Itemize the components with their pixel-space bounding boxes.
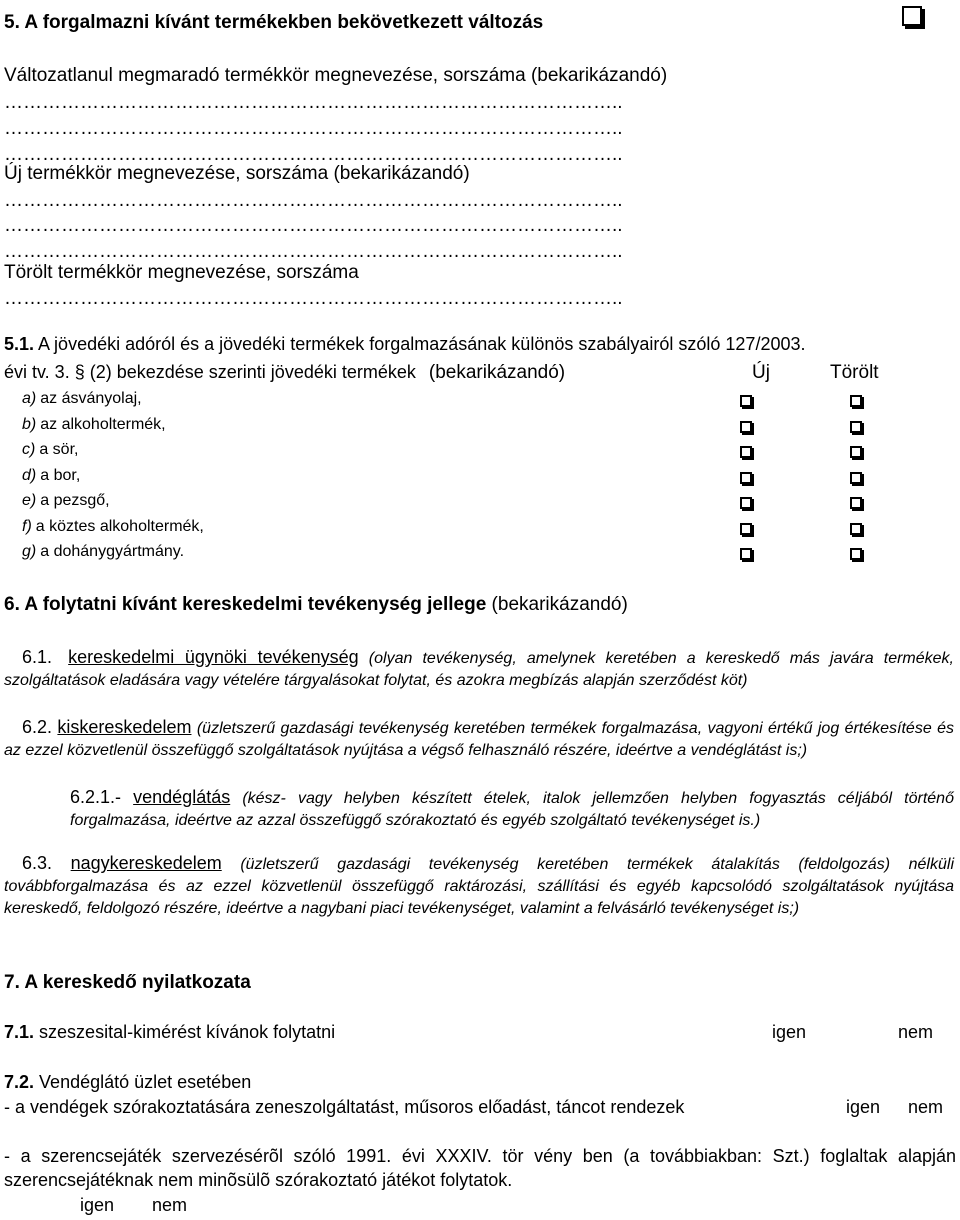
excise-item-letter: b): [22, 415, 37, 433]
checkbox-new[interactable]: [740, 472, 752, 484]
dots-line[interactable]: ……………………………………………………………………………………..: [4, 92, 623, 113]
excise-item-row: [22, 467, 80, 485]
item-7-2-number: 7.2.: [4, 1072, 35, 1092]
item-6-3-description: (üzletszerű gazdasági tevékenység keretében termékek átalakítás (feldolgozás) nélküli továbbforgalmazása és az ezzel közvetlenül összefüggő raktározási, szállítási és egyéb kapcsolódó szolgáltatások nyújtása kereskedő, feldolgozó részére, ideértve a nagybani piaci tevékenységet, valamint a felvásárló tevékenységet is;): [4, 856, 954, 917]
section-6-instruction: (bekarikázandó): [491, 594, 628, 615]
section-6-title: 6. A folytatni kívánt kereskedelmi tevékenység jellege: [4, 594, 487, 615]
checkbox-deleted[interactable]: [850, 446, 862, 458]
section-5-checkbox[interactable]: [902, 6, 922, 26]
section-5-1-text: A jövedéki adóról és a jövedéki termékek forgalmazásának különös szabályairól szóló 127/2003.: [38, 334, 806, 354]
item-7-2-line-1-no[interactable]: nem: [908, 1097, 944, 1117]
excise-item-row: [22, 416, 166, 434]
item-6-2-number: 6.2.: [22, 717, 53, 737]
section-5-1-text-cont: évi tv. 3.: [4, 362, 70, 382]
item-6-2-1: [70, 786, 954, 832]
section-5-1-number: 5.1.: [4, 334, 35, 354]
checkbox-deleted[interactable]: [850, 472, 862, 484]
excise-item-text: a dohánygyártmány.: [40, 543, 185, 560]
checkbox-new[interactable]: [740, 446, 752, 458]
dots-line[interactable]: ……………………………………………………………………………………..: [4, 118, 623, 139]
checkbox-new[interactable]: [740, 497, 752, 509]
checkbox-new[interactable]: [740, 523, 752, 535]
excise-item-text: a köztes alkoholtermék,: [35, 517, 204, 535]
item-7-1-no[interactable]: nem: [898, 1022, 934, 1042]
item-7-1-text: szeszesital-kimérést kívánok folytatni: [39, 1022, 336, 1042]
excise-item-row: [22, 543, 184, 561]
dots-line[interactable]: ……………………………………………………………………………………..: [4, 288, 623, 309]
excise-item-text: a bor,: [40, 466, 81, 484]
checkbox-new[interactable]: [740, 421, 752, 433]
item-7-2-text: Vendéglátó üzlet esetében: [39, 1072, 252, 1092]
dots-line[interactable]: ……………………………………………………………………………………..: [4, 241, 623, 262]
item-7-2-line-2-yes[interactable]: igen: [80, 1195, 115, 1215]
item-7-2-line-1-yes[interactable]: igen: [846, 1097, 881, 1117]
checkbox-new[interactable]: [740, 395, 752, 407]
item-7-1-number: 7.1.: [4, 1022, 35, 1042]
item-6-2-1-number: 6.2.1.-: [70, 787, 122, 807]
excise-item-letter: a): [22, 390, 37, 407]
dots-line[interactable]: ……………………………………………………………………………………..: [4, 144, 623, 165]
deleted-label: Törölt termékkör megnevezése, sorszáma: [4, 262, 359, 283]
checkbox-deleted[interactable]: [850, 497, 862, 509]
column-header-new: Új: [752, 362, 770, 383]
unchanged-label: Változatlanul megmaradó termékkör megnevezése, sorszáma (bekarikázandó): [4, 65, 668, 86]
circle-instruction: (bekarikázandó): [428, 362, 566, 383]
item-6-3-term: nagykereskedelem: [70, 853, 222, 873]
excise-item-letter: f): [22, 517, 32, 535]
item-6-1: [4, 646, 954, 692]
excise-item-row: [22, 441, 78, 459]
column-header-deleted: Törölt: [830, 362, 879, 383]
checkbox-deleted[interactable]: [850, 395, 862, 407]
dots-line[interactable]: ……………………………………………………………………………………..: [4, 190, 623, 211]
item-6-3-number: 6.3.: [22, 853, 53, 873]
excise-item-letter: g): [22, 543, 37, 560]
section-5-1-text-cont2: § (2) bekezdése szerinti jövedéki termékek: [74, 362, 416, 382]
item-7-1-yes[interactable]: igen: [772, 1022, 807, 1042]
excise-item-letter: e): [22, 492, 37, 509]
excise-item-text: a sör,: [39, 441, 79, 458]
item-6-2-term: kiskereskedelem: [57, 717, 192, 737]
excise-item-text: a pezsgő,: [40, 492, 110, 509]
item-6-1-description: (olyan tevékenység, amelynek keretében a kereskedő más javára termékek, szolgáltatások eladására vagy vételére tárgyalásokat folytat, és azokra megbízás alapján szerződést köt): [4, 650, 954, 689]
checkbox-deleted[interactable]: [850, 548, 862, 560]
item-6-3: [4, 852, 954, 920]
excise-item-text: az ásványolaj,: [40, 390, 142, 407]
checkbox-deleted[interactable]: [850, 421, 862, 433]
item-6-2-1-description: (kész- vagy helyben készített ételek, italok jellemzően helyben fogyasztás céljából történő forgalmazása, ideértve az azzal összefüggő szórakoztató és egyéb szolgáltató tevékenységet is.): [70, 790, 954, 829]
item-6-1-term: kereskedelmi ügynöki tevékenység: [68, 647, 359, 667]
item-7-2-line-2-no[interactable]: nem: [152, 1195, 188, 1215]
item-6-2: [4, 716, 954, 762]
excise-item-text: az alkoholtermék,: [40, 415, 166, 433]
excise-item-row: [22, 518, 204, 536]
section-7-title: 7. A kereskedő nyilatkozata: [4, 972, 251, 993]
item-7-2-line-1: - a vendégek szórakoztatására zeneszolgáltatást, műsoros előadást, táncot rendezek: [4, 1097, 685, 1117]
section-5-title: 5. A forgalmazni kívánt termékekben bekövetkezett változás: [4, 12, 544, 33]
excise-item-row: [22, 390, 142, 408]
excise-item-letter: d): [22, 466, 37, 484]
new-label: Új termékkör megnevezése, sorszáma (bekarikázandó): [4, 163, 470, 184]
checkbox-deleted[interactable]: [850, 523, 862, 535]
dots-line[interactable]: ……………………………………………………………………………………..: [4, 215, 623, 236]
excise-item-letter: c): [22, 441, 36, 458]
item-7-2-line-2: - a szerencsejáték szervezésérõl szóló 1991. évi XXXIV. tör vény ben (a továbbiakban: Szt.) foglaltak alapján szerencsejátéknak nem minõsülõ szórakoztató játékot folytatok.: [4, 1146, 956, 1190]
excise-item-row: [22, 492, 110, 510]
item-6-2-description: (üzletszerű gazdasági tevékenység keretében termékek forgalmazása, vagyoni értékű jog értékesítése és az ezzel közvetlenül összefüggő szolgáltatások nyújtása a végső felhasználó részére, ideértve a vendéglátást is;): [4, 720, 954, 759]
checkbox-new[interactable]: [740, 548, 752, 560]
item-6-1-number: 6.1.: [22, 647, 53, 667]
item-6-2-1-term: vendéglátás: [133, 787, 231, 807]
